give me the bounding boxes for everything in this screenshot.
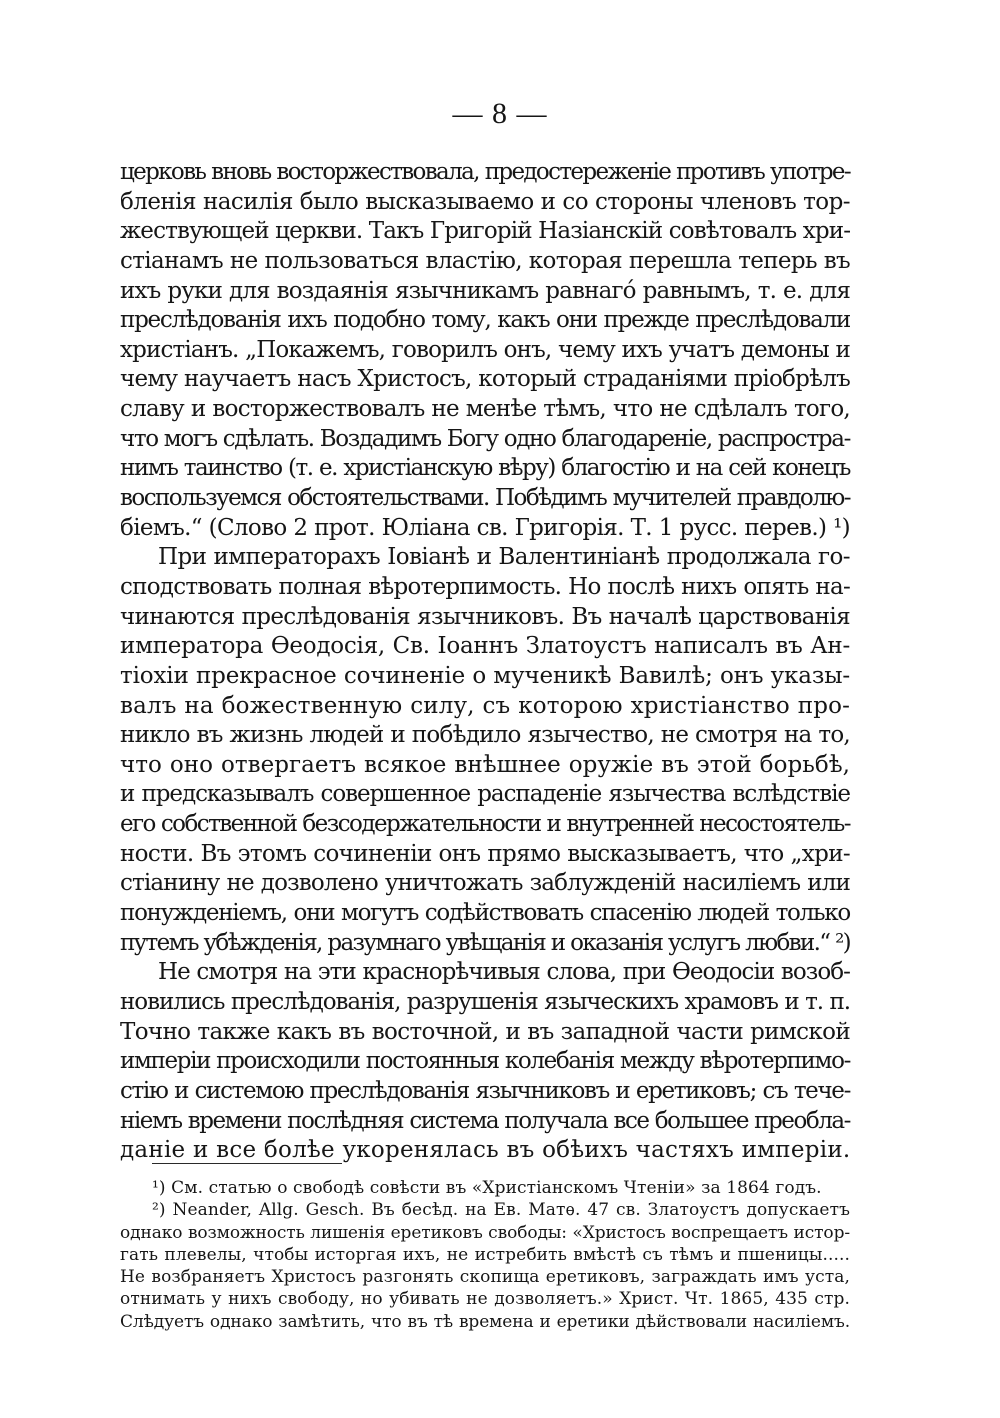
text-line: ности. Въ этомъ сочиненіи онъ прямо высказываетъ, что „хри- (120, 840, 850, 867)
text-line: нимъ таинство (т. е. христіанскую вѣру) благостію и на сей конецъ (120, 455, 850, 482)
footnote-line: Не возбраняетъ Христосъ разгонять скопища еретиковъ, заграждать имъ уста, (120, 1267, 850, 1288)
text-line: чинаются преслѣдованія язычниковъ. Въ началѣ царствованія (120, 603, 850, 630)
text-line: ніемъ времени послѣдняя система получала все большее преобла- (120, 1107, 850, 1134)
paragraph-start-line: Не смотря на эти краснорѣчивыя слова, при Ѳеодосіи возоб- (158, 959, 850, 986)
text-line: жествующей церкви. Такъ Григорій Назіанскій совѣтовалъ хри- (120, 218, 851, 245)
footnote-line: ¹) См. статью о свободѣ совѣсти въ «Христіанскомъ Чтеніи» за 1864 годъ. (152, 1178, 822, 1198)
text-line: славу и восторжествовалъ не менѣе тѣмъ, что не сдѣлалъ того, (120, 396, 850, 423)
text-line: императора Ѳеодосія, Св. Іоаннъ Златоустъ написалъ въ Ан- (120, 633, 850, 660)
text-line: христіанъ. „Покажемъ, говорилъ онъ, чему ихъ учатъ демоны и (120, 336, 850, 363)
text-line: воспользуемся обстоятельствами. Побѣдимъ мучителей правдолю- (120, 485, 850, 512)
text-line: новились преслѣдованія, разрушенія языческихъ храмовъ и т. п. (120, 988, 850, 1015)
text-line: что оно отвергаетъ всякое внѣшнее оружіе въ этой борьбѣ, (120, 751, 850, 778)
text-line: бленія насилія было высказываемо и со стороны членовъ тор- (120, 188, 850, 215)
page-number: — 8 — (452, 97, 548, 130)
text-line: имперіи происходили постоянныя колебанія между вѣротерпимо- (120, 1048, 850, 1075)
footnote-line: гать плевелы, чтобы исторгая ихъ, не истребить вмѣстѣ съ тѣмъ и пшеницы..... (120, 1244, 850, 1265)
text-line: стіанину не дозволено уничтожать заблужденій насиліемъ или (120, 870, 850, 897)
text-line: даніе и все болѣе укоренялась въ обѣихъ частяхъ имперіи. (120, 1137, 851, 1164)
footnote-line: отнимать у нихъ свободу, но убивать не дозволяетъ.» Христ. Чт. 1865, 435 стр. (120, 1289, 850, 1310)
text-line: церковь вновь восторжествовала, предостереженіе противъ употре- (120, 159, 850, 185)
text-line: и предсказывалъ совершенное распаденіе язычества вслѣдствіе (120, 781, 850, 808)
text-line: преслѣдованія ихъ подобно тому, какъ они прежде преслѣдовали (120, 307, 850, 334)
text-line: ихъ руки для воздаянія язычникамъ равнагó равнымъ, т. е. для (120, 277, 850, 304)
text-line: понужденіемъ, они могутъ содѣйствовать спасенію людей только (120, 900, 850, 927)
text-line: чему научаетъ насъ Христосъ, который страданіями пріобрѣлъ (120, 366, 850, 393)
text-line: путемъ убѣжденія, разумнаго увѣщанія и оказанія услугъ любви.“ ²) (120, 929, 850, 956)
text-line: валъ на божественную силу, съ которою христіанство про- (120, 692, 850, 719)
footnotes (120, 1177, 850, 1333)
footnote-line: ²) Neander, Allg. Gesch. Въ бесѣд. на Ев. Матѳ. 47 св. Златоустъ допускаетъ (152, 1200, 850, 1221)
text-line: тіохіи прекрасное сочиненіе о мученикѣ Вавилѣ; онъ указы- (120, 662, 850, 689)
text-line: стіанамъ не пользоваться властію, которая перешла теперь въ (120, 247, 850, 274)
footnote-divider (152, 1163, 342, 1164)
text-line: его собственной безсодержательности и внутренней несостоятель- (120, 811, 850, 838)
text-line: никло въ жизнь людей и побѣдило язычество, не смотря на то, (120, 722, 850, 749)
text-line: что могъ сдѣлать. Воздадимъ Богу одно благодареніе, распростра- (120, 425, 850, 452)
main-text (120, 158, 850, 1166)
footnote-line: Слѣдуетъ однако замѣтить, что въ тѣ времена и еретики дѣйствовали насиліемъ. (120, 1311, 850, 1332)
text-line: біемъ.“ (Слово 2 прот. Юліана св. Григорія. Т. 1 русс. перев.) ¹) (120, 514, 850, 541)
paragraph-start-line: При императорахъ Іовіанѣ и Валентиніанѣ продолжала го- (158, 544, 850, 571)
text-line: Точно также какъ въ восточной, и въ западной части римской (120, 1018, 850, 1045)
text-line: стію и системою преслѣдованія язычниковъ и еретиковъ; съ тече- (120, 1077, 850, 1104)
text-line: сподствовать полная вѣротерпимость. Но послѣ нихъ опять на- (120, 573, 850, 600)
footnote-line: однако возможность лишенія еретиковъ свободы: «Христосъ воспрещаетъ истор- (120, 1222, 850, 1243)
